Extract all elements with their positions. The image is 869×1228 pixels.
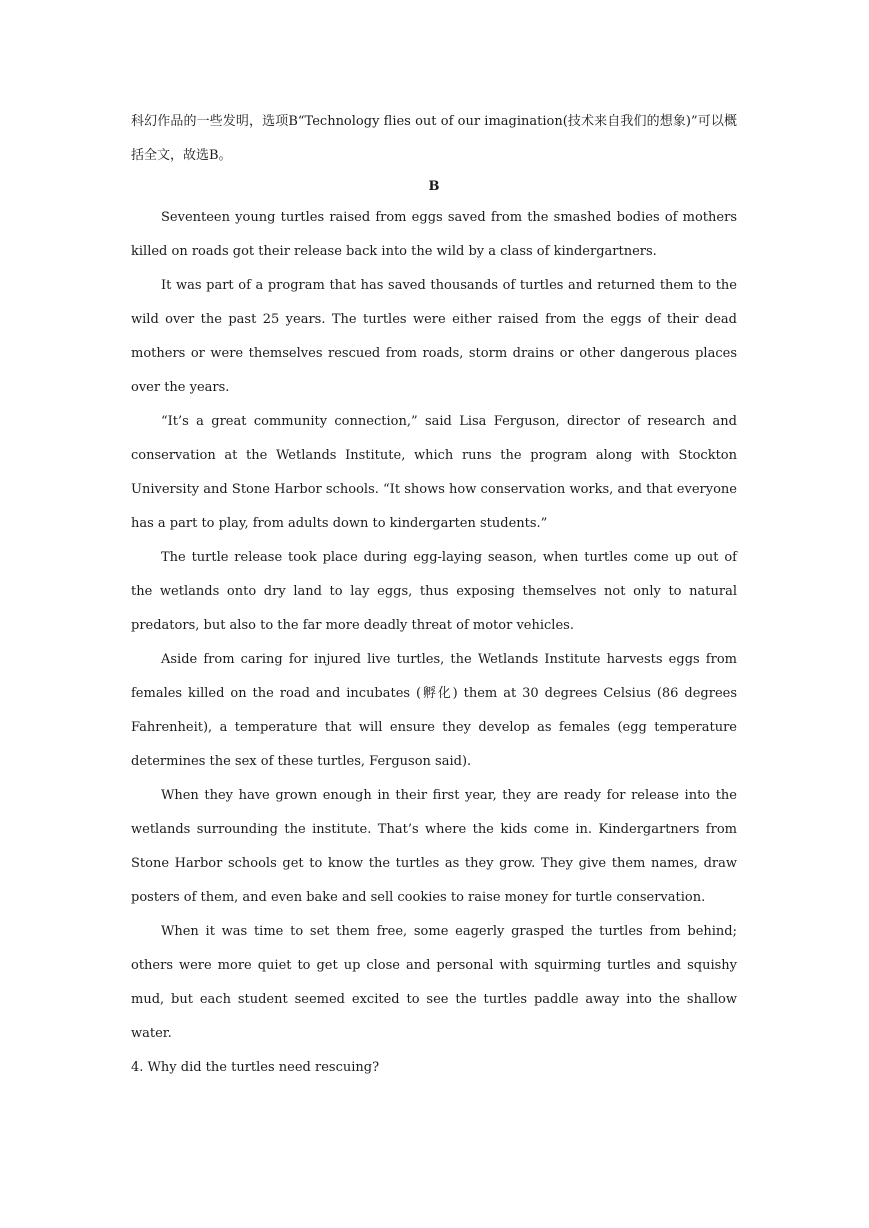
document-page (131, 105, 737, 1085)
paragraph-3: “It’s a great community connection,” said Lisa Ferguson, director of research and conservation at the Wetlands Institute, which runs the program along with Stockton University and Stone Harbor schools. “It shows how conservation works, and that everyone has a part to play, from adults down to kindergarten students.” (131, 414, 737, 531)
section-heading: B (428, 179, 440, 194)
intro-paragraph: 科幻作品的一些发明，选项B“Technology flies out of our imagination(技术来自我们的想象)”可以概括全文，故选B。 (131, 114, 737, 163)
paragraph-7: When it was time to set them free, some eagerly grasped the turtles from behind; others were more quiet to get up close and personal with squirming turtles and squishy mud, but each student seemed excited to see the turtles paddle away into the shallow water. (131, 924, 737, 1041)
question-4: 4. Why did the turtles need rescuing? (131, 1060, 380, 1075)
paragraph-1: Seventeen young turtles raised from eggs saved from the smashed bodies of mothers killed on roads got their release back into the wild by a class of kindergartners. (131, 210, 737, 259)
paragraph-2: It was part of a program that has saved thousands of turtles and returned them to the wild over the past 25 years. The turtles were either raised from the eggs of their dead mothers or were themselves rescued from roads, storm drains or other dangerous places over the years. (131, 278, 737, 395)
paragraph-5: Aside from caring for injured live turtles, the Wetlands Institute harvests eggs from females killed on the road and incubates (孵化) them at 30 degrees Celsius (86 degrees Fahrenheit), a temperature that will ensure they develop as females (egg temperature determines the sex of these turtles, Ferguson said). (131, 652, 737, 769)
paragraph-6: When they have grown enough in their first year, they are ready for release into the wetlands surrounding the institute. That’s where the kids come in. Kindergartners from Stone Harbor schools get to know the turtles as they grow. They give them names, draw posters of them, and even bake and sell cookies to raise money for turtle conservation. (131, 788, 737, 905)
paragraph-4: The turtle release took place during egg-laying season, when turtles come up out of the wetlands onto dry land to lay eggs, thus exposing themselves not only to natural predators, but also to the far more deadly threat of motor vehicles. (131, 550, 737, 633)
